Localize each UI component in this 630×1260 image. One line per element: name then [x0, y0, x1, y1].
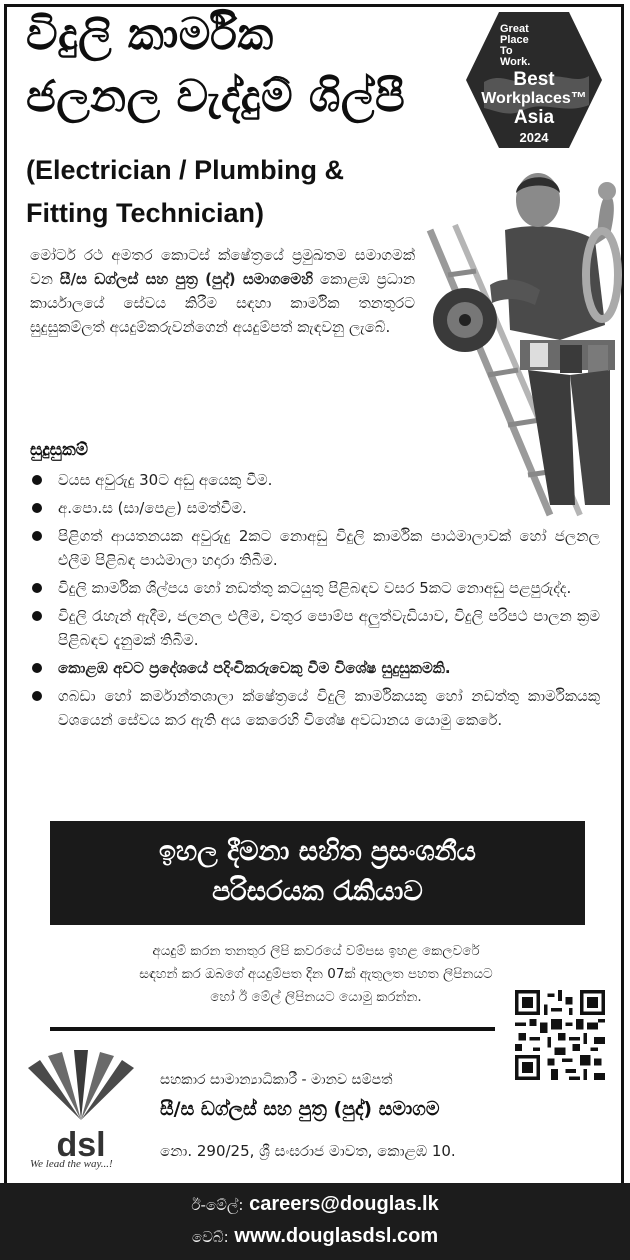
bullet-icon: [32, 691, 42, 701]
apply-line1: අයදුම් කරන තනතුර ලිපි කවරයේ වම්පස ඉහළ කෙලවරේ: [152, 943, 480, 959]
requirement-item: [30, 496, 600, 520]
qr-code-icon[interactable]: [515, 990, 605, 1080]
requirements-heading: සුදුසුකම්: [30, 440, 89, 460]
bullet-icon: [32, 475, 42, 485]
bullet-icon: [32, 531, 42, 541]
benefits-banner: [50, 821, 585, 925]
intro-text-part2: කොළඹ ප්‍රධාන කාර්යාලයේ සේවය කිරීම සඳහා කාර්මික තනතුරට සුදුසුකම්ලත් අයදුම්කරුවන්ගෙන් අයදුම්පත් කැඳවනු ලැබේ.: [30, 270, 416, 336]
intro-paragraph: [30, 243, 415, 339]
footer-bar: [0, 1183, 630, 1260]
title-sinhala-line1: විදුලි කාර්මික: [26, 9, 274, 60]
web-link[interactable]: www.douglasdsl.com: [234, 1225, 439, 1247]
requirement-text: අ.පො.ස (සා/පෙළ) සමත්වීම.: [58, 499, 247, 517]
banner-line1: ඉහල දීමනා සහිත ප්‍රසංශනීය: [159, 836, 476, 867]
requirement-item: [30, 604, 600, 652]
badge-asia: Asia: [513, 107, 555, 128]
title-english-line2: Fitting Technician): [26, 198, 264, 228]
badge-best: Best: [513, 69, 555, 90]
badge-to: To: [500, 45, 513, 57]
requirement-text: විදුලි රැහැන් ඇදීම, ජලනල එලීම, වතුර පොම්ප අලුත්වැඩියාව, විදුලි පරිපථ පාලන ක්‍රම පිළිබඳව දැනුමක් තිබීම.: [58, 607, 600, 649]
email-link[interactable]: careers@douglas.lk: [249, 1193, 439, 1215]
intro-company-name: සී/ස ඩග්ලස් සහ පුත්‍ර (පුද්) සමාගමෙහි: [59, 270, 314, 288]
title-english-line1: (Electrician / Plumbing &: [26, 155, 345, 185]
logo-tagline: We lead the way...!: [30, 1158, 113, 1170]
requirement-text: කොළඹ අවට ප්‍රදේශයේ පදිංචිකරුවෙකු වීම විශේෂ සුදුසුකමකි.: [58, 659, 451, 677]
technician-photo: [410, 165, 625, 520]
apply-line2: සඳහන් කර ඔබගේ අයදුම්පත දින 07ක් ඇතුලත පහත ලිපිනයට: [139, 966, 493, 982]
requirement-item: [30, 684, 600, 732]
requirement-item: [30, 468, 600, 492]
requirement-text: පිළිගත් ආයතනයක අවුරුදු 2කට නොඅඩු විදුලි කාර්මික පාඨමාලාවක් හෝ ජලනල එලීම පිළිබඳ පාඨමාලා හදාරා තිබීම.: [58, 527, 600, 569]
bullet-icon: [32, 583, 42, 593]
badge-work: Work.: [500, 56, 531, 68]
banner-line2: පරිසරයක රැකියාව: [212, 876, 423, 907]
requirement-text: වයස අවුරුදු 30ට අඩු අයෙකු වීම.: [58, 471, 273, 489]
bullet-icon: [32, 503, 42, 513]
web-label: වෙබ්:: [191, 1228, 229, 1246]
footer-web-row: [0, 1225, 630, 1248]
badge-year: 2024: [519, 130, 549, 145]
requirement-item: [30, 576, 600, 600]
badge-place: Place: [500, 34, 529, 46]
contact-company: සී/ස ඩග්ලස් සහ පුත්‍ර (පුද්) සමාගම: [160, 1098, 440, 1120]
intro-text-part1: මෝටර් රථ අමතර කොටස් ක්ෂේත්‍රයේ ප්‍රමුඛතම සමාගමක් වන: [30, 246, 415, 288]
badge-great: Great: [500, 23, 529, 35]
bullet-icon: [32, 663, 42, 673]
requirement-text: ගබඩා හෝ කර්මාන්තශාලා ක්ෂේත්‍රයේ විදුලි කාර්මිකයකු හෝ නඩත්තු කාර්මිකයකු වශයෙන් සේවය කර ඇති අය කෙරෙහි විශේෂ අවධානය යොමු කෙරේ.: [58, 687, 600, 729]
contact-role: සහකාර සාමාන්‍යාධිකාරී - මානව සම්පත්: [160, 1072, 393, 1088]
application-instructions: [36, 940, 596, 1009]
requirement-item: [30, 656, 600, 680]
title-sinhala-line2: ජලනල වැද්දුම් ශිල්පී: [26, 71, 406, 122]
badge-workplaces: Workplaces™: [481, 90, 587, 107]
apply-line3: හෝ ඊ මේල් ලිපිනයට යොමු කරන්න.: [210, 989, 422, 1005]
requirement-text: විදුලි කාර්මික ශිල්පය හෝ නඩත්තු කටයුතු පිළිබඳව වසර 5කට නොඅඩු පළපුරුද්ද.: [58, 579, 572, 597]
bullet-icon: [32, 611, 42, 621]
email-label: ඊ-මේල්:: [191, 1196, 244, 1214]
contact-address: නො. 290/25, ශ්‍රී සංඝරාජ මාවත, කොළඹ 10.: [160, 1142, 456, 1160]
divider: [50, 1027, 495, 1031]
footer-email-row: [0, 1193, 630, 1216]
dsl-logo-text: dsl: [56, 1126, 106, 1164]
requirement-item: [30, 524, 600, 572]
gptw-badge-icon: [464, 10, 604, 150]
requirements-list: [30, 468, 600, 736]
